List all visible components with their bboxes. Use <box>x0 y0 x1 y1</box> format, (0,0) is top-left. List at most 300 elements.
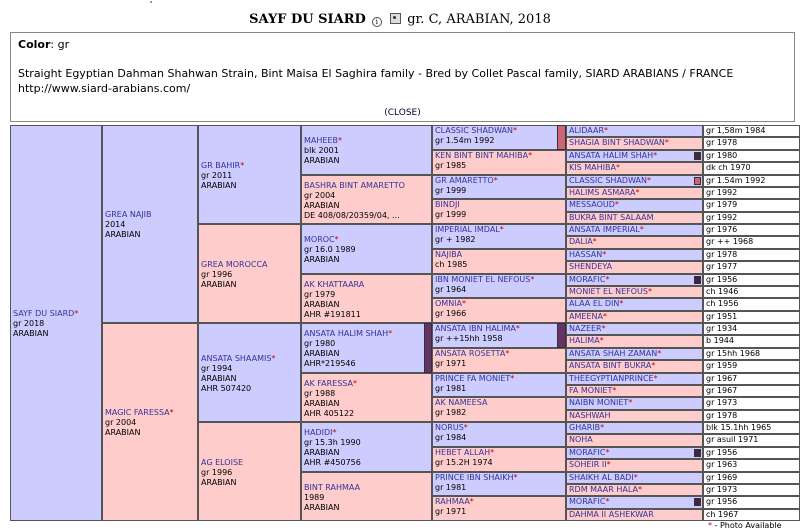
photo-asterisk: * <box>463 423 468 432</box>
photo-asterisk: * <box>513 472 518 482</box>
horse-name-link[interactable]: HALIMA <box>569 336 600 346</box>
g5-value: gr 1976 <box>703 224 800 236</box>
g4-name-line <box>435 126 563 136</box>
pedigree-cell-g5 <box>566 274 703 286</box>
subject-detail: ARABIAN <box>13 329 49 338</box>
g2-name-line <box>201 354 298 364</box>
horse-name-link[interactable]: SHENDEYA <box>569 262 613 272</box>
g5-value: gr 1967 <box>703 373 800 385</box>
horse-name-link[interactable]: AG ELOISE <box>201 458 244 467</box>
pedigree-cell-g5 <box>566 373 703 385</box>
horse-name-link[interactable]: KIS MAHIBA <box>569 163 616 173</box>
photo-asterisk: * <box>74 309 79 318</box>
horse-name-link[interactable]: IMPERIAL IMDAL <box>435 225 500 234</box>
horse-name-link[interactable]: ANSATA HALIM SHAH <box>304 329 389 338</box>
g5-value: gr 1951 <box>703 311 800 323</box>
horse-name-link[interactable]: ALAA EL DIN <box>569 299 620 309</box>
photo-asterisk: * <box>653 373 658 383</box>
camera-icon[interactable] <box>390 13 401 24</box>
color-line: Color: gr <box>18 38 70 51</box>
horse-name-link[interactable]: AK FARESSA <box>304 378 353 388</box>
photo-marker <box>694 276 701 284</box>
pedigree-cell-g2 <box>198 323 301 422</box>
pedigree-cell-g3 <box>301 224 432 274</box>
horse-name-link[interactable]: BINDJI <box>435 200 460 210</box>
g1-detail: ARABIAN <box>105 428 141 437</box>
photo-asterisk: * <box>605 447 610 457</box>
page-title <box>0 12 800 27</box>
pedigree-cell-g2 <box>198 422 301 521</box>
horse-name-link[interactable]: MORAFIC <box>569 274 606 284</box>
photo-asterisk: * <box>615 163 620 173</box>
pedigree-cell-g4 <box>432 447 566 472</box>
pedigree-cell-g4 <box>432 298 566 323</box>
horse-name-link[interactable]: DALIA <box>569 237 593 247</box>
horse-name-link[interactable]: BINT RAHMAA <box>304 482 361 492</box>
g5-value: gr 1980 <box>703 150 800 162</box>
g3-detail: 1989 <box>304 492 325 502</box>
photo-asterisk: * <box>619 299 624 309</box>
g3-detail: ARABIAN <box>304 448 340 457</box>
g4-detail: gr 1.54m 1992 <box>435 136 495 145</box>
horse-name-link[interactable]: MOROC <box>304 235 335 244</box>
g5-value: gr 1969 <box>703 472 800 484</box>
g5-name-line <box>569 361 700 371</box>
photo-marker <box>694 152 701 160</box>
photo-asterisk: * <box>353 378 357 388</box>
pedigree-cell-g3 <box>301 373 432 423</box>
pedigree-cell-g3 <box>301 472 432 522</box>
horse-name-link[interactable]: AMEENA <box>569 311 603 321</box>
g5-name-line <box>569 275 700 285</box>
horse-name-link[interactable]: THEEGYPTIANPRINCE <box>569 373 654 383</box>
g3-detail: ARABIAN <box>304 502 340 512</box>
pedigree-cell-g3 <box>301 175 432 225</box>
pedigree-cell-g5 <box>566 472 703 484</box>
g1-detail: ARABIAN <box>105 230 141 239</box>
g4-detail: gr 1982 <box>435 408 467 418</box>
description-text: Straight Egyptian Dahman Shahwan Strain, Bint Maisa El Saghira family - Bred by Collet Pascal family, SIARD ARABIANS / FRANCE <box>18 67 734 80</box>
pedigree-cell-g5 <box>566 459 703 471</box>
pedigree-cell-g5 <box>566 298 703 310</box>
pedigree-cell-g5 <box>566 224 703 236</box>
horse-name-link[interactable]: ANSATA IBN HALIMA <box>435 324 516 333</box>
g4-detail: gr 1981 <box>435 383 467 393</box>
legend-text: - Photo Available <box>712 521 782 530</box>
photo-asterisk: * <box>651 361 656 371</box>
g3-detail: ARABIAN <box>304 299 340 309</box>
g2-name-line <box>201 161 298 171</box>
horse-name-link[interactable]: SHAGIA BINT SHADWAN <box>569 138 665 148</box>
g5-name-line <box>569 398 700 408</box>
g5-value: gr 1,58m 1984 <box>703 125 800 137</box>
g4-name-line <box>435 299 563 309</box>
legend <box>708 521 782 530</box>
g5-name-line <box>569 213 700 223</box>
photo-asterisk: * <box>388 329 393 338</box>
pedigree-cell-g5 <box>566 509 703 521</box>
website-link[interactable]: http://www.siard-arabians.com/ <box>18 82 191 95</box>
g5-value: gr 1934 <box>703 323 800 335</box>
horse-name-link[interactable]: RDM MAAR HALA <box>569 484 638 494</box>
horse-name-link[interactable]: NAIBN MONIET <box>569 398 629 408</box>
photo-asterisk: * <box>612 385 617 395</box>
horse-name-link[interactable]: IBN MONIET EL NEFOUS <box>435 274 531 284</box>
horse-name-link[interactable]: ANSATA BINT BUKRA <box>569 361 652 371</box>
g5-name-line <box>569 349 700 359</box>
g4-detail: gr 1971 <box>435 507 467 517</box>
g5-name-line <box>569 485 700 495</box>
g5-value: dk ch 1970 <box>703 162 800 174</box>
horse-name-link[interactable]: HASSAN <box>569 249 603 259</box>
g5-value: gr 1963 <box>703 459 800 471</box>
photo-asterisk: * <box>169 408 174 417</box>
pedigree-cell-g4 <box>432 125 566 150</box>
photo-asterisk: * <box>600 423 605 432</box>
pedigree-cell-g5 <box>566 150 703 162</box>
g5-name-line <box>569 374 700 384</box>
g5-name-line <box>569 225 700 235</box>
g5-name-line <box>569 473 700 483</box>
g2-detail: gr 2011 <box>201 171 233 180</box>
g5-value: gr 1978 <box>703 137 800 149</box>
info-panel <box>10 32 795 122</box>
g5-value: gr 1956 <box>703 447 800 459</box>
g5-name-line <box>569 435 700 445</box>
photo-asterisk: * <box>515 324 520 333</box>
g3-detail: gr 2004 <box>304 190 336 200</box>
horse-name-link[interactable]: SAYF DU SIARD <box>13 309 75 318</box>
pedigree-cell-g2 <box>198 125 301 224</box>
g5-value: gr 1.54m 1992 <box>703 175 800 187</box>
photo-asterisk: * <box>647 286 652 296</box>
horse-name-link[interactable]: NORUS <box>435 423 464 432</box>
g3-detail: AHR*219546 <box>304 359 356 368</box>
horse-name-link[interactable]: PRINCE IBN SHAIKH <box>435 472 514 482</box>
g5-value: gr 1977 <box>703 261 800 273</box>
g3-detail: blk 2001 <box>304 146 339 155</box>
pedigree-cell-g5 <box>566 261 703 273</box>
photo-asterisk: * <box>599 336 604 346</box>
photo-asterisk: * <box>657 348 662 358</box>
pedigree-cell-subject <box>10 125 102 521</box>
photo-asterisk: * <box>601 324 606 333</box>
g5-name-line <box>569 460 700 470</box>
g3-detail: gr 16.0 1989 <box>304 245 356 254</box>
g5-value: gr 1992 <box>703 212 800 224</box>
g5-value: gr 1956 <box>703 496 800 508</box>
g4-name-line <box>435 398 563 408</box>
g2-detail: ARABIAN <box>201 280 237 289</box>
photo-asterisk: * <box>490 447 495 457</box>
g4-detail: gr ++15hh 1958 <box>435 334 503 343</box>
close-link[interactable]: (CLOSE) <box>384 108 421 118</box>
g3-name-line <box>304 329 429 339</box>
horse-name-link[interactable]: ANSATA SHAAMIS <box>201 354 272 363</box>
g5-value: gr 1973 <box>703 397 800 409</box>
g1-name-line <box>105 408 195 418</box>
g2-detail: gr 1996 <box>201 270 233 279</box>
pedigree-cell-g4 <box>432 422 566 447</box>
pedigree-cell-g1 <box>102 125 198 323</box>
g4-detail: gr 1999 <box>435 185 467 195</box>
g5-value: blk 15.1hh 1965 <box>703 422 800 434</box>
pedigree-cell-g5 <box>566 323 703 335</box>
g3-detail: AHR #450756 <box>304 458 361 467</box>
g4-name-line <box>435 324 563 334</box>
g4-detail: gr 1985 <box>435 160 467 170</box>
g3-detail: DE 408/08/20359/04, ... <box>304 210 400 220</box>
g5-name-line <box>569 138 700 148</box>
g5-value: gr asuil 1971 <box>703 434 800 446</box>
g4-name-line <box>435 200 563 210</box>
g3-detail: gr 1988 <box>304 388 336 398</box>
horse-name-link[interactable]: ALIDAAR <box>569 126 605 135</box>
g5-value: gr 1978 <box>703 249 800 261</box>
horse-name-link[interactable]: HEBET ALLAH <box>435 447 491 457</box>
photo-asterisk: * <box>338 136 342 145</box>
horse-name-link[interactable]: OMNIA <box>435 299 463 309</box>
subject-name-line <box>13 309 99 319</box>
g5-name-line <box>569 237 700 247</box>
g3-name-line <box>304 136 429 146</box>
horse-name-link[interactable]: HADIDI <box>304 428 333 437</box>
g3-detail: ARABIAN <box>304 349 340 358</box>
horse-name-link[interactable]: MESSAOUD <box>569 200 615 210</box>
photo-asterisk: * <box>633 472 638 482</box>
g3-name-line <box>304 181 429 191</box>
info-icon[interactable]: i <box>372 17 382 27</box>
g5-value: gr 15hh 1968 <box>703 348 800 360</box>
g4-detail: gr 1966 <box>435 309 467 319</box>
photo-asterisk: * <box>271 354 276 363</box>
g4-detail: gr + 1982 <box>435 235 476 244</box>
g4-name-line <box>435 151 563 161</box>
g3-detail: gr 1979 <box>304 289 336 299</box>
pedigree-cell-g4 <box>432 472 566 497</box>
pedigree-cell-g4 <box>432 397 566 422</box>
photo-marker <box>557 323 566 348</box>
pedigree-cell-g4 <box>432 199 566 224</box>
photo-asterisk: * <box>602 249 607 259</box>
top-rule <box>0 0 800 6</box>
horse-name-link[interactable]: NAJIBA <box>435 249 463 259</box>
horse-name-link[interactable]: GHARIB <box>569 423 601 432</box>
photo-asterisk: * <box>510 373 515 383</box>
horse-name-link[interactable]: MORAFIC <box>569 447 606 457</box>
g5-name-line <box>569 262 700 272</box>
horse-name-link[interactable]: MAGIC FARESSA <box>105 408 170 417</box>
photo-marker <box>694 177 701 185</box>
g5-value: gr 1956 <box>703 274 800 286</box>
pedigree-cell-g5 <box>566 137 703 149</box>
subject-detail: gr 2018 <box>13 319 45 328</box>
g3-name-line <box>304 280 429 290</box>
horse-name-link[interactable]: ANSATA HALIM SHAH <box>569 150 654 160</box>
horse-name-link[interactable]: ANSATA IMPERIAL <box>569 225 640 234</box>
g5-name-line <box>569 299 700 309</box>
g5-value: gr 1978 <box>703 410 800 422</box>
photo-asterisk: * <box>606 460 611 470</box>
horse-name-link[interactable]: AK NAMEESA <box>435 398 488 408</box>
g5-name-line <box>569 287 700 297</box>
color-label: Color <box>18 38 51 51</box>
pedigree-cell-g5 <box>566 360 703 372</box>
pedigree-cell-g3 <box>301 125 432 175</box>
horse-name-link[interactable]: DAHMA II ASHEKWAR <box>569 509 654 519</box>
horse-name-link[interactable]: NOHA <box>569 435 593 445</box>
g2-name-line <box>201 458 298 468</box>
photo-asterisk: * <box>505 348 510 358</box>
photo-asterisk: * <box>592 237 597 247</box>
g2-detail: AHR 507420 <box>201 384 252 393</box>
horse-name-link[interactable]: HALIMS ASMARA <box>569 187 636 197</box>
pedigree-cell-g4 <box>432 323 566 348</box>
g5-name-line <box>569 200 700 210</box>
horse-name-link[interactable]: KEN BINT BINT MAHIBA <box>435 150 529 160</box>
g4-detail: ch 1985 <box>435 259 468 269</box>
pedigree-cell-g5 <box>566 162 703 174</box>
g3-detail: AHR 405122 <box>304 408 355 418</box>
g4-detail: gr 1984 <box>435 433 467 442</box>
photo-asterisk: * <box>639 225 644 234</box>
g2-detail: ARABIAN <box>201 374 237 383</box>
g4-name-line <box>435 250 563 260</box>
photo-asterisk: * <box>605 274 610 284</box>
g3-detail: AHR #191811 <box>304 309 361 319</box>
g4-name-line <box>435 473 563 483</box>
pedigree-cell-g3 <box>301 422 432 472</box>
horse-name-link[interactable]: SHAIKH AL BADI <box>569 472 634 482</box>
pedigree-cell-g4 <box>432 348 566 373</box>
horse-name-link[interactable]: GR AMARETTO <box>435 175 494 185</box>
g5-value: ch 1956 <box>703 298 800 310</box>
horse-name-link[interactable]: GREA NAJIB <box>105 210 152 219</box>
g5-name-line <box>569 188 700 198</box>
horse-name-link[interactable]: FA MONIET <box>569 385 613 395</box>
horse-name-link[interactable]: ANSATA SHAH ZAMAN <box>569 348 658 358</box>
horse-name-link[interactable]: PRINCE FA MONIET <box>435 373 511 383</box>
photo-asterisk: * <box>647 175 651 185</box>
horse-name-link[interactable]: CLASSIC SHADWAN <box>569 175 647 185</box>
g2-detail: ARABIAN <box>201 181 237 190</box>
g5-name-line <box>569 163 700 173</box>
pedigree-cell-g5 <box>566 199 703 211</box>
g5-name-line <box>569 126 700 136</box>
horse-name-link[interactable]: NASHWAH <box>569 410 611 420</box>
g4-name-line <box>435 374 563 384</box>
pedigree-cell-g5 <box>566 249 703 261</box>
g5-name-line <box>569 411 700 421</box>
pedigree-cell-g4 <box>432 150 566 175</box>
g3-detail: ARABIAN <box>304 398 340 408</box>
pedigree-cell-g5 <box>566 236 703 248</box>
pedigree-cell-g5 <box>566 175 703 187</box>
g5-value: gr ++ 1968 <box>703 236 800 248</box>
horse-name-link[interactable]: BUKRA BINT SALAAM <box>569 212 654 222</box>
g4-name-line <box>435 497 563 507</box>
photo-marker <box>694 449 701 457</box>
photo-marker <box>694 498 701 506</box>
g2-detail: gr 1996 <box>201 468 233 477</box>
g5-name-line <box>569 497 700 507</box>
description <box>18 66 788 96</box>
pedigree-cell-g5 <box>566 212 703 224</box>
pedigree-cell-g3 <box>301 323 432 373</box>
g5-name-line <box>569 336 700 346</box>
g1-detail: 2014 <box>105 220 126 229</box>
g5-name-line <box>569 250 700 260</box>
photo-asterisk: * <box>513 126 517 135</box>
pedigree-cell-g5 <box>566 286 703 298</box>
pedigree-cell-g5 <box>566 311 703 323</box>
g3-detail: ARABIAN <box>304 255 340 264</box>
pedigree-cell-g5 <box>566 410 703 422</box>
photo-marker <box>557 125 566 150</box>
horse-name-link[interactable]: MONIET EL NEFOUS <box>569 286 648 296</box>
g4-name-line <box>435 349 563 359</box>
g5-value: gr 1959 <box>703 360 800 372</box>
g5-value: ch 1946 <box>703 286 800 298</box>
horse-name-link[interactable]: MORAFIC <box>569 497 606 507</box>
horse-name-link[interactable]: NAZEER <box>569 324 602 333</box>
horse-name-link[interactable]: GREA MOROCCA <box>201 260 268 269</box>
photo-asterisk: * <box>602 311 607 321</box>
horse-name-link[interactable]: AK KHATTAARA <box>304 279 365 289</box>
g2-detail: gr 1994 <box>201 364 233 373</box>
pedigree-cell-g4 <box>432 224 566 249</box>
horse-summary: gr. C, ARABIAN, 2018 <box>407 12 551 27</box>
g5-name-line <box>569 510 700 520</box>
g3-name-line <box>304 428 429 438</box>
g4-name-line <box>435 448 563 458</box>
pedigree-cell-g5 <box>566 385 703 397</box>
horse-name-link[interactable]: ANSATA ROSETTA <box>435 348 506 358</box>
horse-name-link[interactable]: GR BAHIR <box>201 161 241 170</box>
pedigree-cell-g4 <box>432 496 566 521</box>
pedigree-cell-g4 <box>432 274 566 299</box>
g4-name-line <box>435 225 563 235</box>
pedigree-cell-g4 <box>432 175 566 200</box>
horse-name-link[interactable]: RAHMAA <box>435 497 470 507</box>
photo-asterisk: * <box>628 398 633 408</box>
g3-detail: gr 1980 <box>304 339 336 348</box>
horse-name-link[interactable]: SOHEIR II <box>569 460 607 470</box>
pedigree-cell-g4 <box>432 249 566 274</box>
photo-asterisk: * <box>604 126 609 135</box>
photo-asterisk: * <box>653 150 658 160</box>
photo-asterisk: * <box>462 299 467 309</box>
g5-value: ch 1967 <box>703 509 800 521</box>
pedigree-cell-g5 <box>566 125 703 137</box>
pedigree-cell-g5 <box>566 335 703 347</box>
pedigree-cell-g5 <box>566 434 703 446</box>
g5-name-line <box>569 312 700 322</box>
pedigree-cell-g5 <box>566 187 703 199</box>
g5-name-line <box>569 176 700 186</box>
g5-value: gr 1979 <box>703 199 800 211</box>
horse-name-link[interactable]: BASHRA BINT AMARETTO <box>304 180 405 190</box>
photo-asterisk: * <box>528 150 533 160</box>
g4-name-line <box>435 423 563 433</box>
pedigree-cell-g5 <box>566 422 703 434</box>
photo-asterisk: * <box>334 235 339 244</box>
horse-name-link[interactable]: CLASSIC SHADWAN <box>435 126 513 135</box>
g1-name-line <box>105 210 195 220</box>
legend-asterisk: * <box>708 521 712 530</box>
pedigree-cell-g2 <box>198 224 301 323</box>
horse-name-link[interactable]: MAHEEB <box>304 136 338 145</box>
